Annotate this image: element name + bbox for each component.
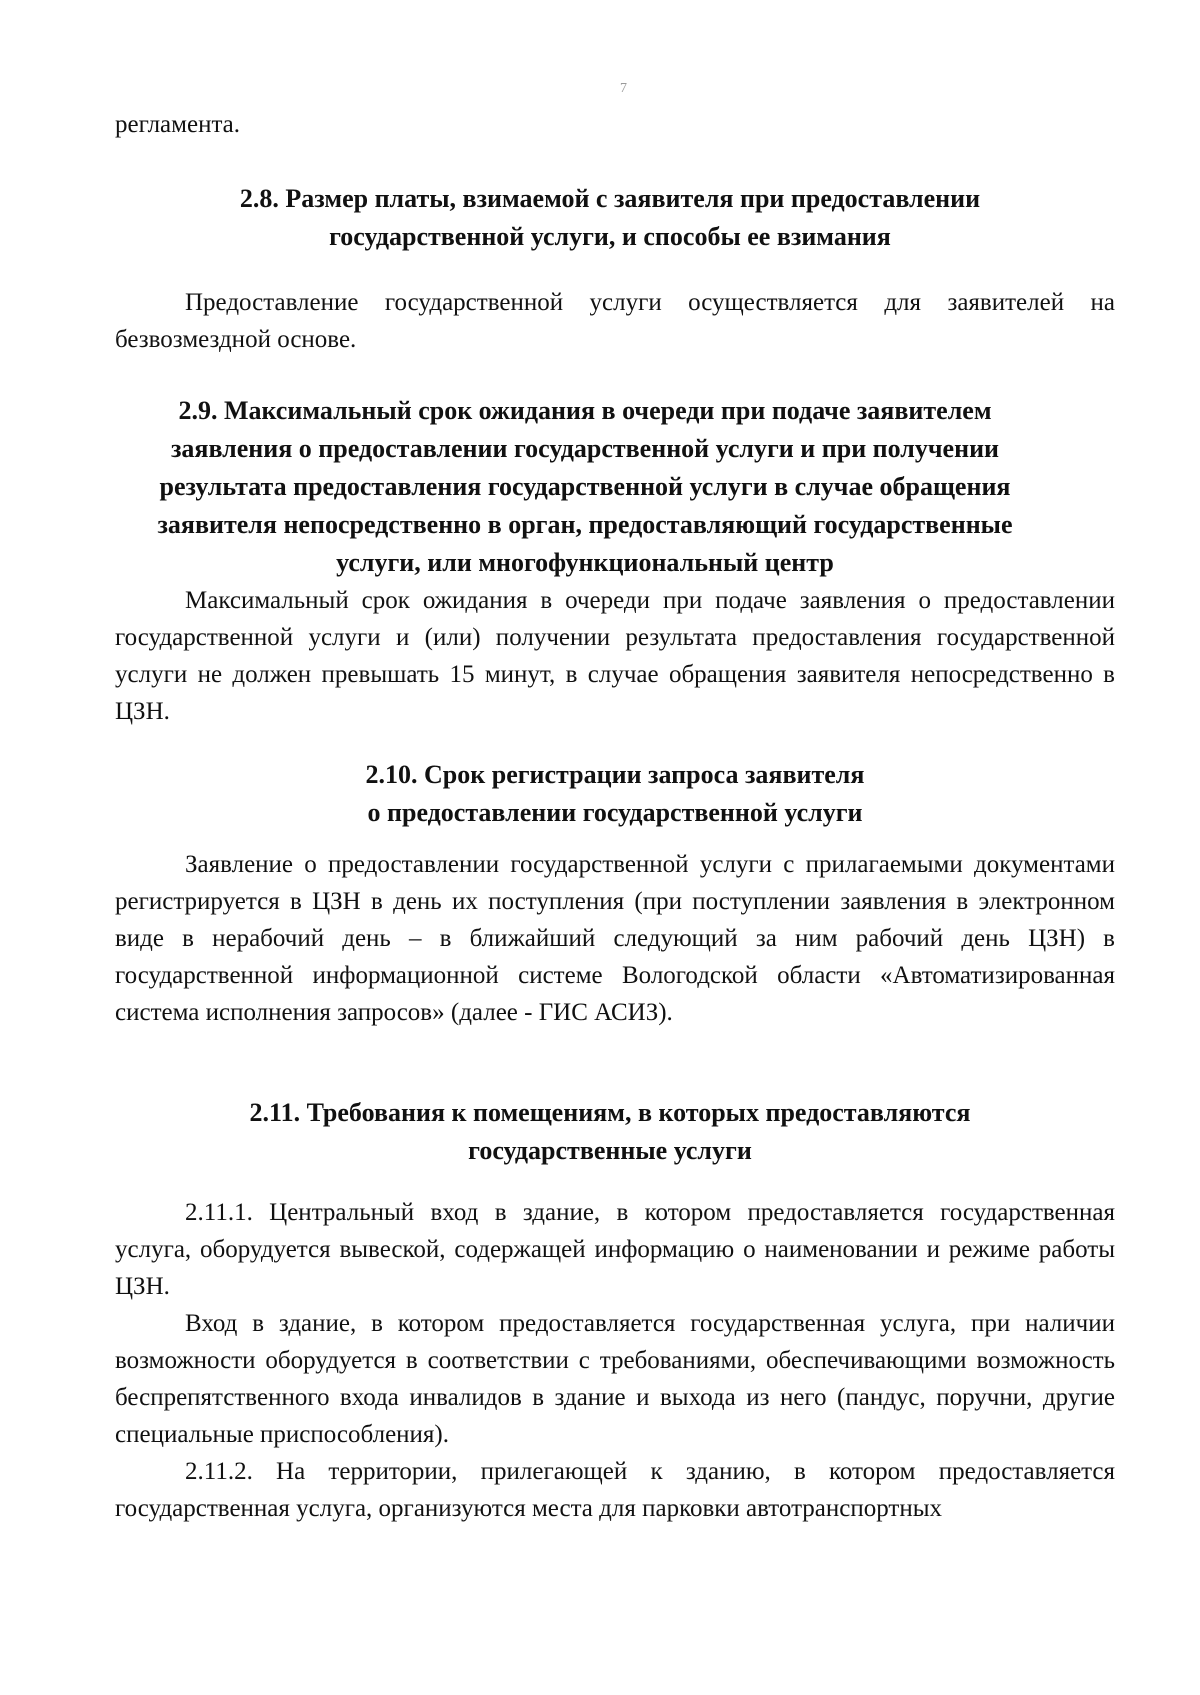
section-2-11-heading-block <box>215 1094 1005 1170</box>
section-2-11-heading: 2.11. Требования к помещениям, в которых предоставляются государственные услуги <box>249 1098 971 1165</box>
section-2-10-paragraph-1: Заявление о предоставлении государственной услуги с прилагаемыми документами регистрируется в ЦЗН в день их поступления (при поступлении заявления в электронном виде в нерабочий день – в ближайший следующий за ним рабочий день ЦЗН) в государственной информационной системе Вологодской области «Автоматизированная система исполнения запросов» (далее - ГИС АСИЗ). <box>115 851 1115 1026</box>
lead-text-block <box>115 106 1115 143</box>
section-2-10-heading-line-1: 2.10. Срок регистрации запроса заявителя <box>365 760 865 789</box>
section-2-9-body <box>115 582 1115 730</box>
section-2-11-body <box>115 1194 1115 1527</box>
section-2-9-heading: 2.9. Максимальный срок ожидания в очереди при подаче заявителем заявления о предоставлении государственной услуги и при получении результата предоставления государственной услуги в случае обращения заявителя непосредственно в орган, предоставляющий государственные услуги, или многофункциональный центр <box>157 396 1013 577</box>
section-2-11-paragraph-2: Вход в здание, в котором предоставляется государственная услуга, при наличии возможности оборудуется в соответствии с требованиями, обеспечивающими возможность беспрепятственного входа инвалидов в здание и выхода из него (пандус, поручни, другие специальные приспособления). <box>115 1310 1115 1448</box>
lead-text: регламента. <box>115 111 241 138</box>
section-2-11-paragraph-3: 2.11.2. На территории, прилегающей к зданию, в котором предоставляется государственная услуга, организуются места для парковки автотранспортных <box>115 1458 1115 1522</box>
page-number: 7 <box>620 81 627 96</box>
section-2-11-paragraph-1: 2.11.1. Центральный вход в здание, в котором предоставляется государственная услуга, оборудуется вывеской, содержащей информацию о наименовании и режиме работы ЦЗН. <box>115 1199 1115 1300</box>
section-2-8-heading-block <box>215 180 1005 256</box>
section-2-10-body <box>115 846 1115 1031</box>
section-2-9-heading-block <box>135 392 1035 582</box>
section-2-8-paragraph-1: Предоставление государственной услуги осуществляется для заявителей на безвозмездной основе. <box>115 289 1115 353</box>
section-2-8-body <box>115 284 1115 358</box>
section-2-8-heading: 2.8. Размер платы, взимаемой с заявителя при предоставлении государственной услуги, и способы ее взимания <box>239 184 981 251</box>
section-2-9-paragraph-1: Максимальный срок ожидания в очереди при подаче заявления о предоставлении государственной услуги и (или) получении результата предоставления государственной услуги не должен превышать 15 минут, в случае обращения заявителя непосредственно в ЦЗН. <box>115 587 1115 725</box>
section-2-10-heading-line-2: о предоставлении государственной услуги <box>367 798 863 827</box>
section-2-10-heading-block <box>115 756 1115 832</box>
